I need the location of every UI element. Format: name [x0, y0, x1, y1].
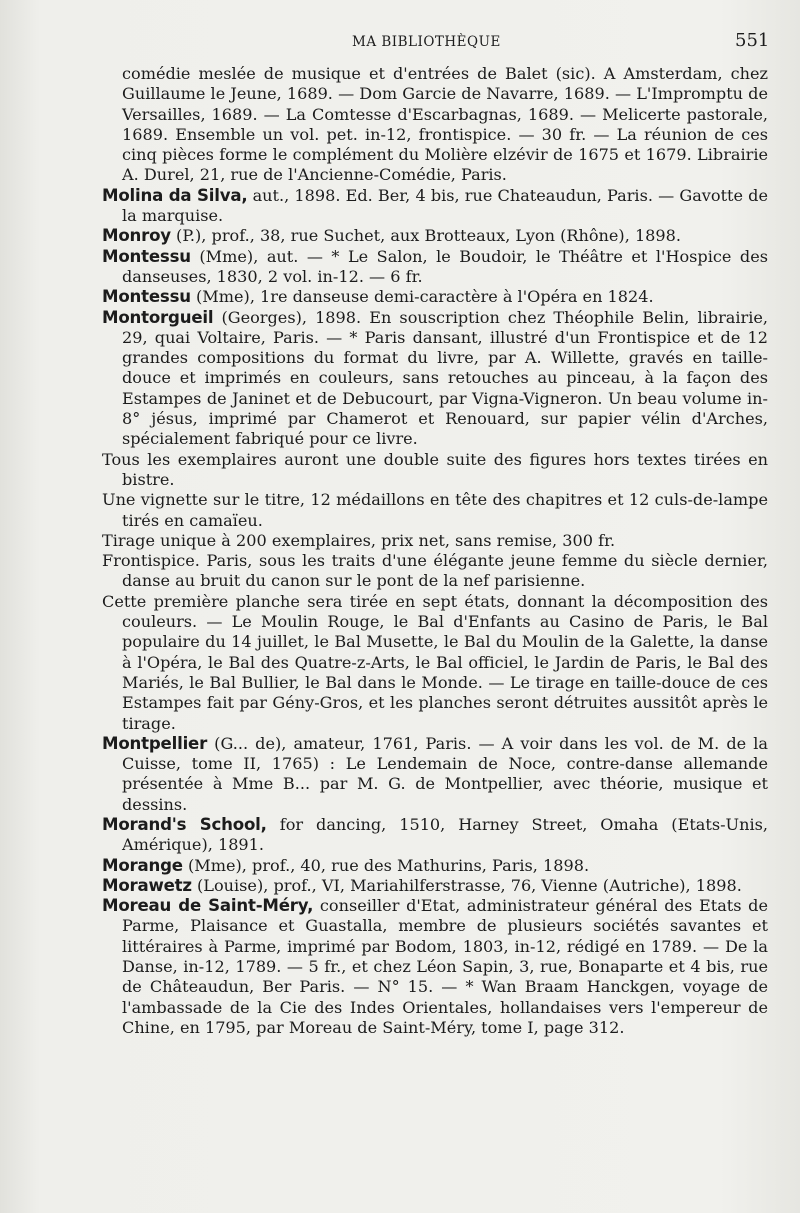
entry-montessu-dancer: Montessu (Mme), 1re danseuse demi-caractère à l'Opéra en 1824. [102, 287, 654, 307]
entry-heading: Montorgueil [102, 307, 214, 327]
entry-heading: Montessu [102, 246, 191, 266]
entry-note-vignette: Une vignette sur le titre, 12 médaillons en tête des chapitres et 12 culs-de-lampe tirés en camaïeu. [102, 490, 768, 530]
entry-morange: Morange (Mme), prof., 40, rue des Mathurins, Paris, 1898. [102, 855, 590, 875]
entry-molina-da-silva: Molina da Silva, aut., 1898. Ed. Ber, 4 bis, rue Chateaudun, Paris. — Gavotte de la marquise. [102, 185, 768, 226]
entry-montessu-author: Montessu (Mme), aut. — * Le Salon, le Boudoir, le Théâtre et l'Hospice des danseuses, 1830, 2 vol. in-12. — 6 fr. [102, 246, 768, 286]
entry-heading: Morawetz [102, 875, 192, 895]
page-header [0, 30, 800, 54]
entry-heading: Morand's School, [102, 814, 267, 834]
page-body [102, 64, 768, 1038]
entry-heading: Morange [102, 855, 183, 875]
entry-note-frontispice: Frontispice. Paris, sous les traits d'une élégante jeune femme du siècle dernier, danse au bruit du canon sur le pont de la nef parisienne. [102, 551, 768, 591]
entry-note-tirage: Tirage unique à 200 exemplaires, prix net, sans remise, 300 fr. [102, 530, 616, 550]
entry-note-exemplaires: Tous les exemplaires auront une double suite des figures hors textes tirées en bistre. [102, 449, 768, 489]
entry-heading: Montessu [102, 287, 191, 307]
page-number: 551 [735, 30, 770, 51]
entry-heading: Montpellier [102, 733, 208, 753]
entry-montorgueil: Montorgueil (Georges), 1898. En souscription chez Théophile Belin, librairie, 29, quai Voltaire, Paris. — * Paris dansant, illustré d'un Frontispice et de 12 grandes compositions du format du livre, par A. Willette, gravés en taille-douce et imprimés en couleurs, sans retouches au pinceau, à la façon des Estampes de Janinet et de Debucourt, par Vigna-Vigneron. Un beau volume in-8° jésus, imprimé par Chamerot et Renouard, sur papier vélin d'Arches, spécialement fabriqué pour ce livre. [102, 307, 768, 449]
entry-montpellier: Montpellier (G... de), amateur, 1761, Paris. — A voir dans les vol. de M. de la Cuisse, tome II, 1765) : Le Lendemain de Noce, contre-danse allemande présentée à Mme B... par M. G. de Montpellier, avec théorie, musique et dessins. [102, 733, 768, 814]
entry-morawetz: Morawetz (Louise), prof., VI, Mariahilferstrasse, 76, Vienne (Autriche), 1898. [102, 875, 742, 895]
entry-continuation: comédie meslée de musique et d'entrées de Balet (sic). A Amsterdam, chez Guillaume le Jeune, 1689. — Dom Garcie de Navarre, 1689. — L'Impromptu de Versailles, 1689. — La Comtesse d'Escarbagnas, 1689. — Melicerte pastorale, 1689. Ensemble un vol. pet. in-12, frontispice. — 30 fr. — La réunion de ces cinq pièces forme le complément du Molière elzévir de 1675 et 1679. Librairie A. Durel, 21, rue de l'Ancienne-Comédie, Paris. [122, 64, 768, 185]
running-title: MA BIBLIOTHÈQUE [352, 34, 501, 50]
entry-heading: Moreau de Saint-Méry, [102, 896, 314, 916]
entry-monroy: Monroy (P.), prof., 38, rue Suchet, aux Brotteaux, Lyon (Rhône), 1898. [102, 226, 682, 246]
entry-note-premiere-planche: Cette première planche sera tirée en sept états, donnant la décomposition des couleurs. — Le Moulin Rouge, le Bal d'Enfants au Casino de Paris, le Bal populaire du 14 juillet, le Bal Musette, le Bal du Moulin de la Galette, la danse à l'Opéra, le Bal des Quatre-z-Arts, le Bal officiel, le Jardin de Paris, le Bal des Mariés, le Bal Bullier, le Bal dans le Monde. — Le tirage en taille-douce de ces Estampes fait par Gény-Gros, et les planches seront détruites aussitôt après le tirage. [102, 591, 768, 733]
entry-heading: Monroy [102, 226, 171, 246]
entry-moreau-de-saint-mery: Moreau de Saint-Méry, conseiller d'Etat, administrateur général des Etats de Parme, Plaisance et Guastalla, membre de plusieurs sociétés savantes et littéraires à Parme, imprimé par Bodom, 1803, in-12, rédigé en 1789. — De la Danse, in-12, 1789. — 5 fr., et chez Léon Sapin, 3, rue, Bonaparte et 4 bis, rue de Châteaudun, Ber Paris. — N° 15. — * Wan Braam Hanckgen, voyage de l'ambassade de la Cie des Indes Orientales, hollandaises vers l'empereur de Chine, en 1795, par Moreau de Saint-Méry, tome I, page 312. [102, 896, 769, 1037]
entry-heading: Molina da Silva, [102, 185, 248, 205]
entry-morands-school: Morand's School, for dancing, 1510, Harney Street, Omaha (Etats-Unis, Amérique), 1891. [102, 814, 768, 855]
